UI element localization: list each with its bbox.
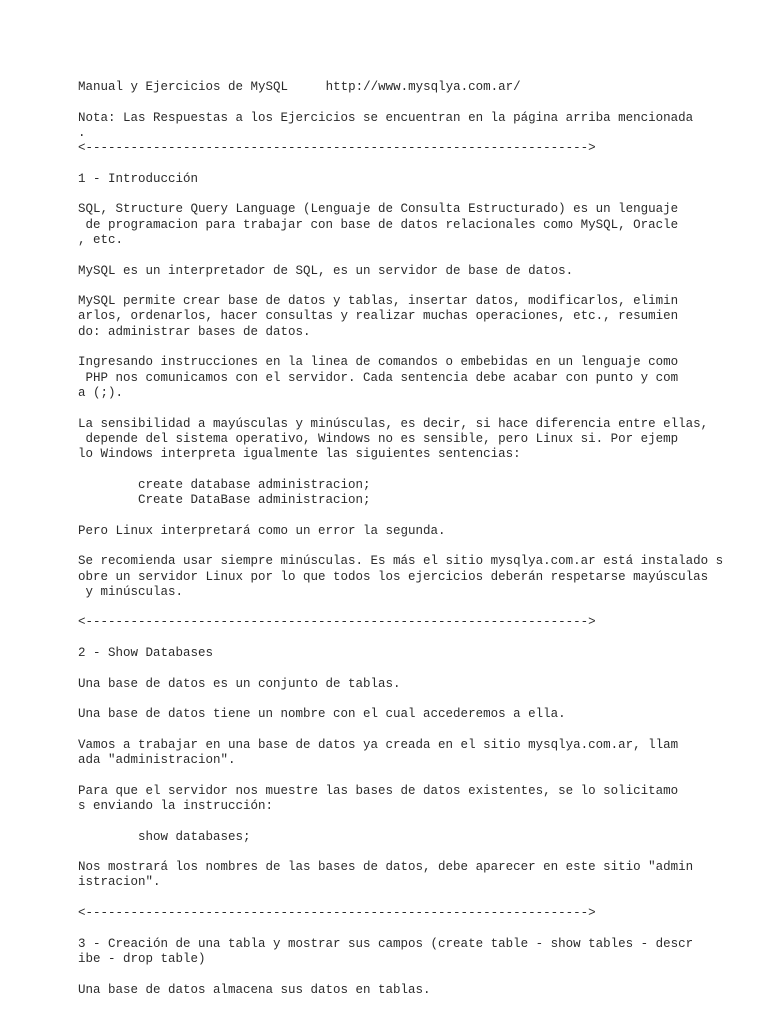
section-3-heading: ibe - drop table)	[78, 951, 206, 966]
paragraph-line: y minúsculas.	[78, 584, 184, 599]
section-3-heading: 3 - Creación de una tabla y mostrar sus campos (create table - show tables - descr	[78, 936, 694, 951]
code-line: create database administracion;	[78, 477, 371, 492]
paragraph-line: depende del sistema operativo, Windows no es sensible, pero Linux si. Por ejemp	[78, 431, 679, 446]
paragraph-line: de programacion para trabajar con base de datos relacionales como MySQL, Oracle	[78, 217, 679, 232]
paragraph-line: Vamos a trabajar en una base de datos ya creada en el sitio mysqlya.com.ar, llam	[78, 737, 679, 752]
section-separator: <------------------------------------------------------------------->	[78, 906, 596, 921]
paragraph-line: Se recomienda usar siempre minúsculas. Es más el sitio mysqlya.com.ar está instalado s	[78, 554, 724, 569]
section-separator: <------------------------------------------------------------------->	[78, 141, 596, 156]
paragraph-line: s enviando la instrucción:	[78, 798, 274, 813]
paragraph-line: istracion".	[78, 875, 161, 890]
paragraph-line: Para que el servidor nos muestre las bases de datos existentes, se lo solicitamo	[78, 783, 679, 798]
paragraph-line: La sensibilidad a mayúsculas y minúsculas, es decir, si hace diferencia entre ellas,	[78, 416, 709, 431]
note-line: .	[78, 125, 86, 140]
paragraph-line: MySQL es un interpretador de SQL, es un servidor de base de datos.	[78, 263, 574, 278]
document-title: Manual y Ejercicios de MySQL	[78, 80, 289, 94]
paragraph-line: Una base de datos es un conjunto de tablas.	[78, 676, 401, 691]
code-line: Create DataBase administracion;	[78, 493, 371, 508]
source-url: http://www.mysqlya.com.ar/	[325, 80, 521, 94]
paragraph-line: Pero Linux interpretará como un error la segunda.	[78, 523, 446, 538]
paragraph-line: a (;).	[78, 385, 124, 400]
note-line: Nota: Las Respuestas a los Ejercicios se encuentran en la página arriba mencionada	[78, 110, 694, 125]
paragraph-line: ada "administracion".	[78, 753, 236, 768]
document-page	[78, 80, 738, 998]
code-line: show databases;	[78, 829, 251, 844]
paragraph-line: , etc.	[78, 232, 124, 247]
paragraph-line: MySQL permite crear base de datos y tablas, insertar datos, modificarlos, elimin	[78, 294, 679, 309]
paragraph-line: PHP nos comunicamos con el servidor. Cada sentencia debe acabar con punto y com	[78, 370, 679, 385]
paragraph-line: SQL, Structure Query Language (Lenguaje de Consulta Estructurado) es un lenguaje	[78, 202, 679, 217]
paragraph-line: Una base de datos almacena sus datos en tablas.	[78, 982, 431, 997]
paragraph-line: Una base de datos tiene un nombre con el cual accederemos a ella.	[78, 707, 566, 722]
paragraph-line: arlos, ordenarlos, hacer consultas y realizar muchas operaciones, etc., resumien	[78, 309, 679, 324]
paragraph-line: Ingresando instrucciones en la linea de comandos o embebidas en un lenguaje como	[78, 355, 679, 370]
section-separator: <------------------------------------------------------------------->	[78, 615, 596, 630]
section-1-heading: 1 - Introducción	[78, 171, 199, 186]
paragraph-line: do: administrar bases de datos.	[78, 324, 311, 339]
document-header	[78, 80, 738, 95]
paragraph-line: lo Windows interpreta igualmente las siguientes sentencias:	[78, 447, 521, 462]
section-2-heading: 2 - Show Databases	[78, 645, 214, 660]
paragraph-line: obre un servidor Linux por lo que todos los ejercicios deberán respetarse mayúsculas	[78, 569, 709, 584]
paragraph-line: Nos mostrará los nombres de las bases de datos, debe aparecer en este sitio "admin	[78, 860, 694, 875]
